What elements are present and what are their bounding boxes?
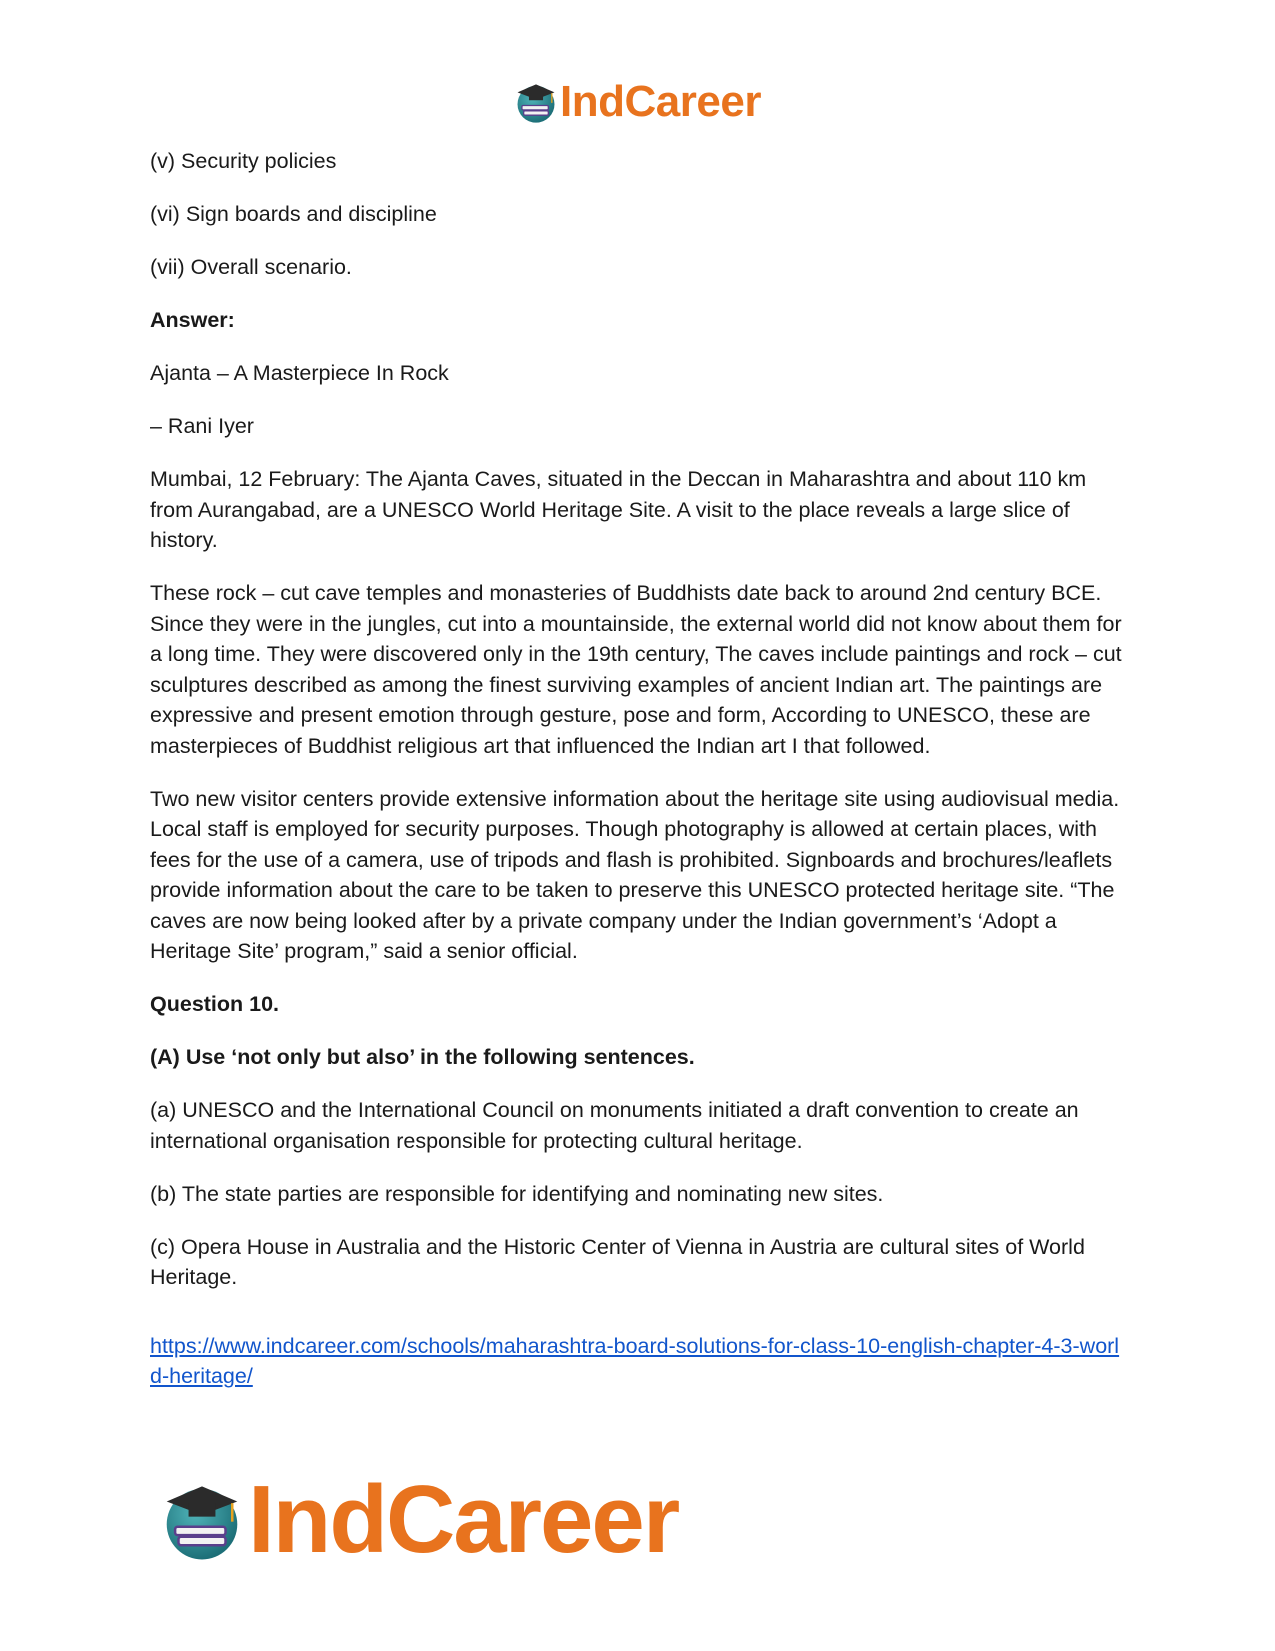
document-content — [150, 146, 1130, 1414]
exercise-sentence: (b) The state parties are responsible for identifying and nominating new sites. — [150, 1181, 884, 1206]
question-heading: Question 10. — [150, 992, 280, 1016]
list-item: (vii) Overall scenario. — [150, 255, 352, 279]
header-logo — [0, 78, 1275, 126]
article-title: Ajanta – A Masterpiece In Rock — [150, 361, 449, 385]
brand-logo-text: IndCareer — [560, 77, 761, 126]
source-link[interactable]: https://www.indcareer.com/schools/maharashtra-board-solutions-for-class-10-english-chapter-4-3-world-heritage/ — [150, 1333, 1120, 1388]
graduation-cap-globe-books-icon — [514, 80, 558, 124]
article-byline: – Rani Iyer — [150, 414, 254, 438]
exercise-sentence: (a) UNESCO and the International Council on monuments initiated a draft convention to create an international organisation responsible for protecting cultural heritage. — [150, 1098, 1079, 1153]
article-paragraph: Mumbai, 12 February: The Ajanta Caves, situated in the Deccan in Maharashtra and about 110 km from Aurangabad, are a UNESCO World Heritage Site. A visit to the place reveals a large slice of history. — [150, 467, 1087, 552]
exercise-sentence: (c) Opera House in Australia and the Historic Center of Vienna in Austria are cultural sites of World Heritage. — [150, 1234, 1085, 1289]
graduation-cap-globe-books-icon — [160, 1478, 244, 1562]
article-paragraph: Two new visitor centers provide extensive information about the heritage site using audiovisual media. Local staff is employed for security purposes. Though photography is allowed at certain places, with fees for the use of a camera, use of tripods and flash is prohibited. Signboards and brochures/leaflets provide information about the care to be taken to preserve this UNESCO protected heritage site. “The caves are now being looked after by a private company under the Indian government’s ‘Adopt a Heritage Site’ program,” said a senior official. — [150, 786, 1120, 963]
brand-logo-text: IndCareer — [248, 1466, 679, 1573]
article-paragraph: These rock – cut cave temples and monasteries of Buddhists date back to around 2nd century BCE. Since they were in the jungles, cut into a mountainside, the external world did not know about them for a long time. They were discovered only in the 19th century, The caves include paintings and rock – cut sculptures described as among the finest surviving examples of ancient Indian art. The paintings are expressive and present emotion through gesture, pose and form, According to UNESCO, these are masterpieces of Buddhist religious art that influenced the Indian art I that followed. — [150, 581, 1122, 758]
question-instruction: (A) Use ‘not only but also’ in the following sentences. — [150, 1045, 695, 1069]
list-item: (vi) Sign boards and discipline — [150, 202, 437, 226]
source-link-block — [150, 1331, 1130, 1392]
answer-label: Answer: — [150, 308, 235, 332]
footer-logo — [160, 1466, 679, 1573]
list-item: (v) Security policies — [150, 149, 337, 173]
